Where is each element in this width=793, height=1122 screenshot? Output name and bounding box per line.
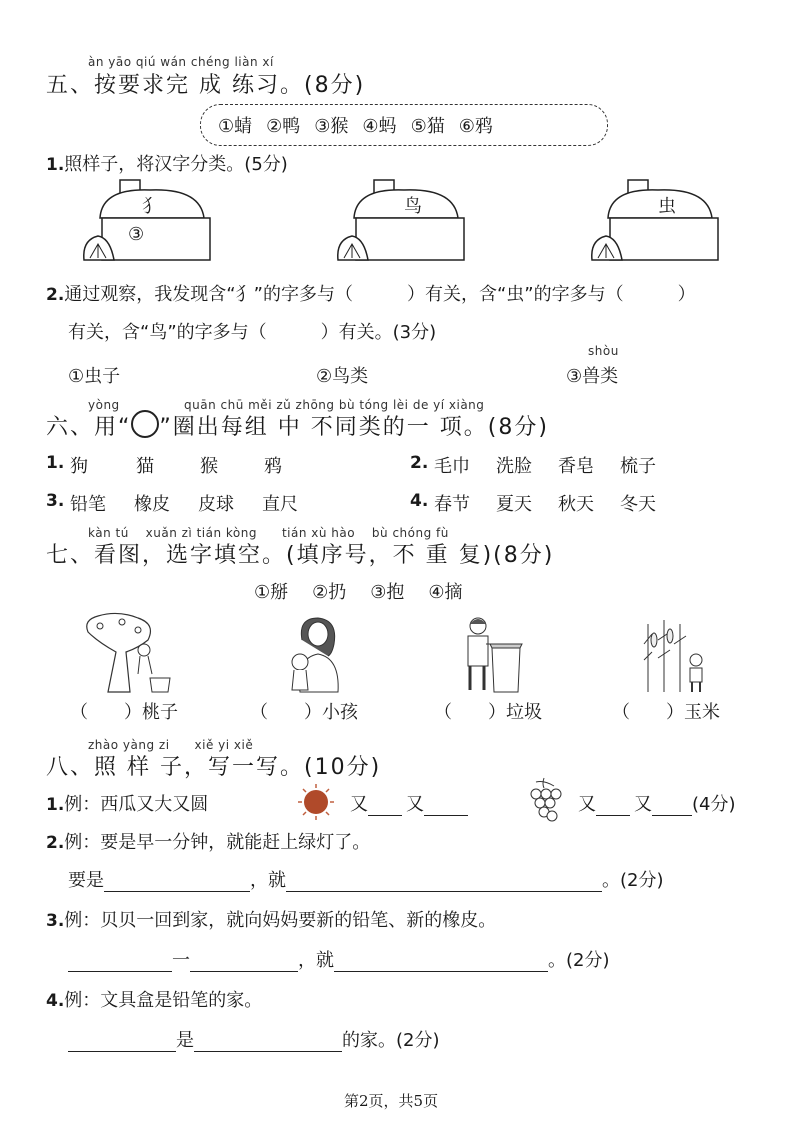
group-word[interactable]: 鸦 [264,456,282,477]
house-roof-label: 犭 [142,196,160,217]
char-item: ⑤猫 [410,116,445,137]
char-item: ④蚂 [362,116,397,137]
you-char: 又 [578,794,596,815]
house-roof-label: 鸟 [404,196,422,217]
char-item: ④摘 [428,582,463,603]
answer-line[interactable] [104,871,250,892]
char-item: ③抱 [370,582,405,603]
question-number: 3. [46,491,65,511]
char-item: ②鸭 [266,116,301,137]
answer-paren[interactable]: （ ） [434,702,506,723]
sun-icon [296,784,336,820]
answer-line[interactable] [68,1031,176,1052]
question-number: 2. [46,833,65,853]
trash-can-picture [462,614,526,694]
blank-4 [612,698,720,724]
question-text: 通过观察，我发现含“犭”的字多与（ ）有关，含“虫”的字多与（ ） [64,284,696,305]
group-word[interactable]: 猴 [200,456,218,477]
option-pinyin: shòu [588,344,619,358]
answer-line[interactable] [652,795,692,816]
house-drawing [82,178,214,263]
group-word[interactable]: 春节 [434,494,470,515]
group-word[interactable]: 冬天 [620,494,656,515]
question-number: 1. [46,453,65,473]
answer-line[interactable] [596,795,630,816]
group-word[interactable]: 铅笔 [70,494,106,515]
option-1: ①虫子 [68,366,121,387]
end-text: 。(2分) [548,950,610,971]
group-word[interactable]: 皮球 [198,494,234,515]
blank-1 [70,698,178,724]
answer-paren[interactable]: （ ） [612,702,684,723]
group-word[interactable]: 香皂 [558,456,594,477]
group-word[interactable]: 毛巾 [434,456,470,477]
blank-2 [250,698,358,724]
q8-3-answer [68,946,610,972]
answer-line[interactable] [424,795,468,816]
blank-word: 桃子 [142,702,178,723]
answer-line[interactable] [334,951,548,972]
mother-child-picture [284,614,348,694]
end-text: 的家。(2分) [342,1030,440,1051]
answer-line[interactable] [368,795,402,816]
option-2: ②鸟类 [316,366,369,387]
blank-word: 垃圾 [506,702,542,723]
group-1 [46,452,282,477]
char-item: ①蜻 [218,116,253,137]
prompt-word: 一 [172,950,190,971]
house-drawing [590,178,722,263]
sun-blanks [350,790,468,816]
q5-1 [46,150,288,176]
q8-1 [46,790,208,816]
question-number: 4. [46,991,65,1011]
question-number: 2. [410,453,429,473]
answer-line[interactable] [194,1031,342,1052]
group-word[interactable]: 橡皮 [134,494,170,515]
example-text: 例：西瓜又大又圆 [64,794,209,815]
section7-title: 七、看图，选字填空。(填序号，不 重 复)(8分) [46,543,555,568]
q8-2-answer [68,866,664,892]
group-word[interactable]: 直尺 [262,494,298,515]
house-roof-label: 虫 [658,196,676,217]
grape-icon [522,776,566,824]
house-1 [82,178,214,267]
example-text: 例：要是早一分钟，就能赶上绿灯了。 [64,832,371,853]
prompt-word: ，就 [250,870,286,891]
question-number: 1. [46,155,65,175]
prompt-word: ，就 [298,950,334,971]
house-drawing [336,178,468,263]
end-text: 。(2分) [602,870,664,891]
group-word[interactable]: 洗脸 [496,456,532,477]
section6-pinyin-yong: yòng [88,398,120,412]
answer-paren[interactable]: （ ） [70,702,142,723]
char-item: ⑥鸦 [458,116,493,137]
answer-line[interactable] [286,871,602,892]
q8-4-answer [68,1026,440,1052]
group-word[interactable]: 梳子 [620,456,656,477]
q8-2 [46,828,370,854]
peach-tree-picture [78,612,178,694]
q8-4 [46,986,262,1012]
you-char: 又 [406,794,424,815]
blank-3 [434,698,542,724]
section7-chars [254,578,463,604]
char-item: ②扔 [312,582,347,603]
group-4 [410,490,656,515]
answer-line[interactable] [190,951,298,972]
q5-2-line2: 有关，含“鸟”的字多与（ ）有关。(3分) [68,322,437,343]
example-text: 例：贝贝一回到家，就向妈妈要新的铅笔、新的橡皮。 [64,910,497,931]
section5-pinyin: àn yāo qiú wán chéng liàn xí [88,55,274,69]
section8-pinyin: zhào yàng zi xiě yi xiě [88,738,254,752]
score-text: (4分) [692,794,736,815]
section6-title [46,410,549,441]
group-word[interactable]: 猫 [136,456,154,477]
prompt-word: 是 [176,1030,194,1051]
section7-pinyin: kàn tú xuǎn zì tián kòng tián xù hào bù chóng fù [88,526,449,540]
group-word[interactable]: 狗 [70,456,88,477]
group-3 [46,490,298,515]
group-word[interactable]: 秋天 [558,494,594,515]
circle-icon [131,410,159,438]
question-number: 3. [46,911,65,931]
house-example: ③ [128,224,145,245]
question-number: 4. [410,491,429,511]
q8-3 [46,906,496,932]
char-item: ①掰 [254,582,289,603]
group-2 [410,452,656,477]
char-list [218,112,493,138]
prompt-word: 要是 [68,870,104,891]
house-3 [590,178,722,267]
blank-word: 玉米 [684,702,720,723]
group-word[interactable]: 夏天 [496,494,532,515]
answer-paren[interactable]: （ ） [250,702,322,723]
corn-field-picture [640,614,710,694]
example-text: 例：文具盒是铅笔的家。 [64,990,263,1011]
page-footer: 第2页，共5页 [344,1092,439,1110]
section6-title-a: 六、用“ [46,415,132,440]
section6-pinyin: quān chū měi zǔ zhōng bù tóng lèi de yí xiàng [184,398,485,412]
section8-title: 八、照 样 子，写一写。(10分) [46,755,382,780]
section6-title-b: ”圈出每组 中 不同类的一 项。(8分) [159,415,549,440]
section5-title: 五、按要求完 成 练习。(8分) [46,73,366,98]
question-number: 2. [46,285,65,305]
answer-line[interactable] [68,951,172,972]
option-3: ③兽类 [566,366,619,387]
q5-2-line1 [46,280,696,306]
house-2 [336,178,468,267]
blank-word: 小孩 [322,702,358,723]
question-text: 照样子，将汉字分类。(5分) [64,154,288,175]
grape-blanks [578,790,736,816]
you-char: 又 [634,794,652,815]
you-char: 又 [350,794,368,815]
char-item: ③猴 [314,116,349,137]
question-number: 1. [46,795,65,815]
